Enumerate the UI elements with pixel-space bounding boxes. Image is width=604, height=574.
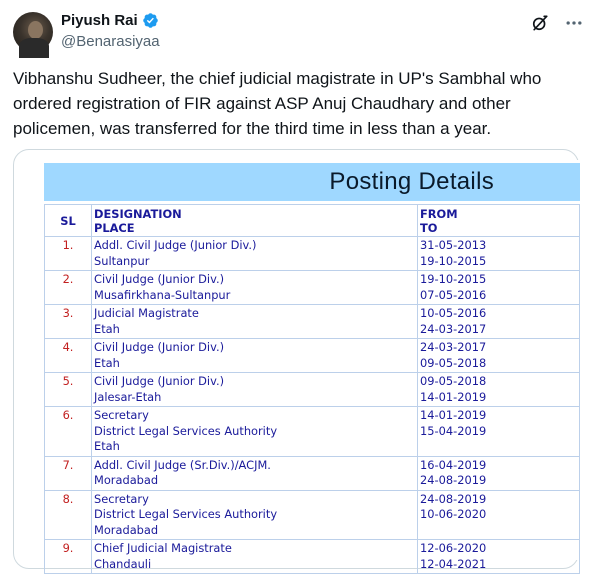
document-title: Posting Details	[329, 168, 494, 195]
row-serial: 7.	[45, 456, 92, 490]
row-serial: 2.	[45, 271, 92, 305]
avatar[interactable]	[13, 12, 53, 52]
row-date-from: 19-10-2015	[420, 272, 487, 286]
row-serial: 9.	[45, 540, 92, 574]
row-text-line: Chief Judicial Magistrate	[94, 541, 232, 555]
row-designation-place	[92, 339, 418, 373]
row-designation-place	[92, 237, 418, 271]
row-dates	[418, 305, 580, 339]
row-date-from: 09-05-2018	[420, 374, 487, 388]
row-text-line: Secretary	[94, 491, 149, 506]
row-designation-place	[92, 540, 418, 574]
table-row	[45, 339, 580, 373]
row-text-line: Civil Judge (Junior Div.)	[94, 374, 225, 388]
tweet-image[interactable]	[13, 149, 579, 569]
table-row	[45, 237, 580, 271]
grok-icon[interactable]	[530, 13, 550, 33]
table-header-row	[45, 205, 580, 237]
row-serial: 8.	[45, 490, 92, 540]
row-text-line: Secretary	[94, 408, 149, 422]
row-date-from: 24-08-2019	[420, 491, 487, 506]
row-text-line: Addl. Civil Judge (Junior Div.)	[94, 238, 257, 252]
row-text-line: District Legal Services Authority	[94, 507, 278, 521]
row-date-to: 12-04-2021	[420, 556, 487, 571]
table-row	[45, 456, 580, 490]
row-date-from: 12-06-2020	[420, 541, 487, 555]
table-row	[45, 540, 580, 574]
header-designation-place	[92, 205, 418, 237]
row-date-to: 10-06-2020	[420, 507, 487, 521]
row-text-line: Addl. Civil Judge (Sr.Div.)/ACJM.	[94, 457, 271, 472]
row-date-to: 24-08-2019	[420, 473, 487, 487]
row-designation-place	[92, 407, 418, 457]
header-sl: SL	[45, 205, 92, 237]
row-dates	[418, 407, 580, 457]
row-serial: 6.	[45, 407, 92, 457]
row-dates	[418, 339, 580, 373]
row-text-line: Civil Judge (Junior Div.)	[94, 272, 225, 286]
author-handle[interactable]: @Benarasiyaa	[61, 33, 160, 50]
row-date-from: 14-01-2019	[420, 408, 487, 422]
table-row	[45, 271, 580, 305]
row-date-to: 14-01-2019	[420, 389, 487, 404]
row-text-line: Chandauli	[94, 556, 152, 571]
row-text-line: Etah	[94, 355, 120, 370]
author-name-row	[61, 12, 159, 29]
tweet-text: Vibhanshu Sudheer, the chief judicial magistrate in UP's Sambhal who ordered registration of FIR against ASP Anuj Chaudhary and other policemen, was transferred for the third time in less than a year.	[13, 69, 542, 138]
row-designation-place	[92, 271, 418, 305]
more-icon[interactable]	[564, 13, 584, 33]
row-date-from: 16-04-2019	[420, 457, 487, 472]
row-designation-place	[92, 305, 418, 339]
row-serial: 3.	[45, 305, 92, 339]
row-date-to: 09-05-2018	[420, 355, 487, 370]
row-text-line: Moradabad	[94, 522, 159, 537]
table-row	[45, 305, 580, 339]
row-dates	[418, 490, 580, 540]
row-text-line: Moradabad	[94, 473, 159, 487]
header-from: FROM	[420, 207, 458, 221]
header-designation: DESIGNATION	[94, 207, 182, 221]
author-name[interactable]: Piyush Rai	[61, 12, 138, 29]
verified-badge-icon	[142, 12, 159, 29]
row-date-to: 24-03-2017	[420, 321, 487, 336]
document-title-bar	[44, 163, 580, 201]
table-row	[45, 490, 580, 540]
row-text-line: Etah	[94, 439, 120, 453]
avatar-face	[28, 21, 43, 39]
row-dates	[418, 540, 580, 574]
row-date-from: 10-05-2016	[420, 306, 487, 320]
row-dates	[418, 373, 580, 407]
row-text-line: Jalesar-Etah	[94, 389, 162, 404]
table-body	[45, 237, 580, 574]
row-text-line: Civil Judge (Junior Div.)	[94, 340, 225, 354]
posting-document	[44, 160, 580, 571]
row-text-line: Etah	[94, 321, 120, 336]
row-designation-place	[92, 373, 418, 407]
row-serial: 1.	[45, 237, 92, 271]
posting-table	[44, 204, 580, 574]
row-dates	[418, 237, 580, 271]
row-text-line: District Legal Services Authority	[94, 423, 278, 438]
row-designation-place	[92, 456, 418, 490]
row-date-to: 19-10-2015	[420, 253, 487, 268]
row-serial: 5.	[45, 373, 92, 407]
header-to: TO	[420, 221, 438, 235]
row-date-from: 31-05-2013	[420, 238, 487, 252]
row-date-from: 24-03-2017	[420, 340, 487, 354]
row-text-line: Sultanpur	[94, 253, 150, 268]
header-actions	[530, 13, 584, 33]
row-text-line: Musafirkhana-Sultanpur	[94, 287, 231, 302]
header-place: PLACE	[94, 221, 135, 235]
header-from-to	[418, 205, 580, 237]
row-text-line: Judicial Magistrate	[94, 306, 199, 320]
row-date-to: 15-04-2019	[420, 423, 487, 438]
row-dates	[418, 271, 580, 305]
row-date-to: 07-05-2016	[420, 287, 487, 302]
row-serial: 4.	[45, 339, 92, 373]
avatar-body	[19, 38, 49, 58]
table-row	[45, 407, 580, 457]
row-designation-place	[92, 490, 418, 540]
table-row	[45, 373, 580, 407]
row-dates	[418, 456, 580, 490]
